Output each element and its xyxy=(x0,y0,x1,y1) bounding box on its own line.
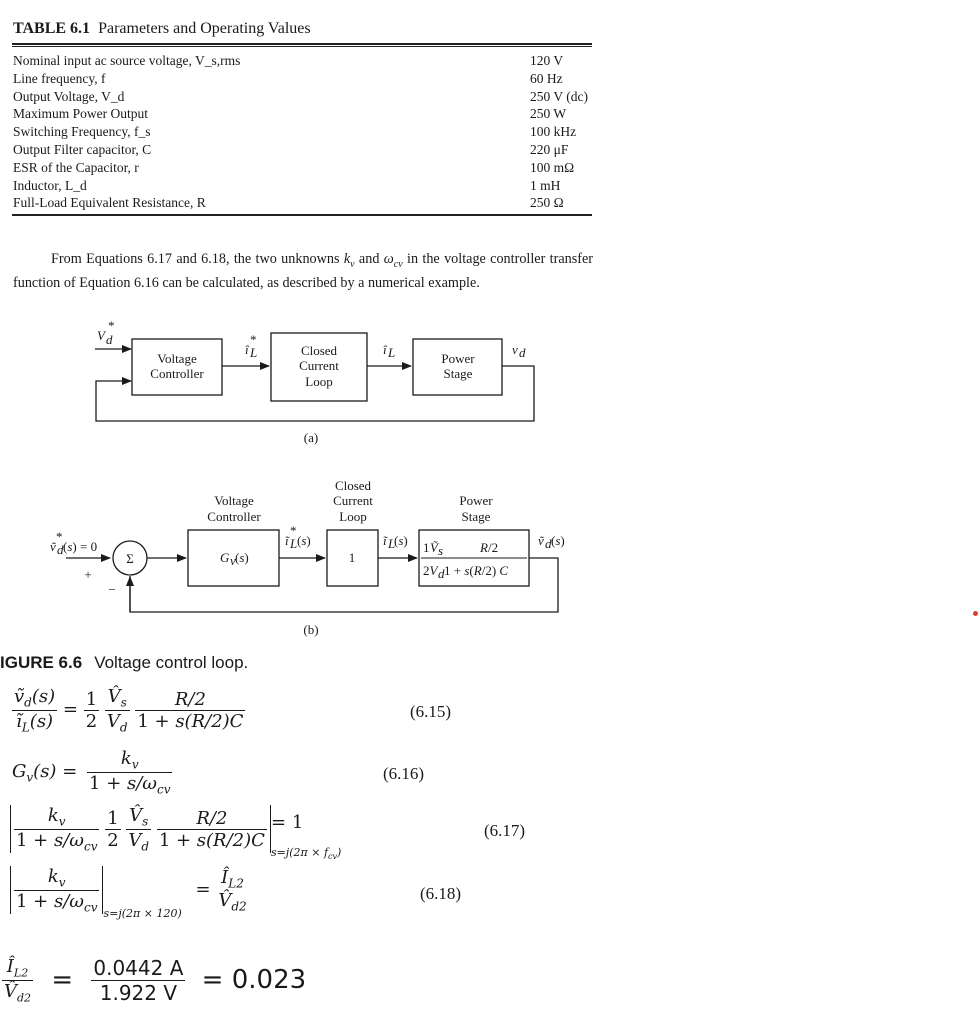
result-equation: $\frac{Î_{L2}}{V̂_{d2}}$ = $\frac{0.0442 A}{1.922 V}$ = 0.023 xyxy=(4,956,307,1005)
current-loop-label-a-3: Loop xyxy=(305,374,333,389)
figure-number: IGURE 6.6 xyxy=(0,653,83,672)
table-row-label: Nominal input ac source voltage, V_s,rms xyxy=(13,53,241,68)
equation-number-6-18: (6.18) xyxy=(420,884,462,903)
svg-text:d: d xyxy=(519,345,526,360)
svg-text:(s): (s) xyxy=(297,533,311,548)
table-row-value: 250 Ω xyxy=(530,195,564,211)
header-current-loop-3: Loop xyxy=(339,509,367,524)
header-power-stage-1: Power xyxy=(459,493,493,508)
table-row-label: Line frequency, f xyxy=(13,70,106,86)
power-stage-transfer xyxy=(421,540,527,581)
current-loop-label-a-1: Closed xyxy=(300,343,338,358)
sublabel-b: (b) xyxy=(303,622,319,637)
svg-text:(s): (s) xyxy=(551,533,565,548)
header-voltage-controller-2: Controller xyxy=(207,509,261,524)
signal-iL-star-s xyxy=(285,523,311,551)
table-row-value: 250 W xyxy=(530,106,567,122)
table-row-label: Full-Load Equivalent Resistance, R xyxy=(13,195,206,211)
header-current-loop-1: Closed xyxy=(334,478,372,493)
table-row-label: Output Voltage, V_d xyxy=(13,88,125,104)
svg-text:R: R xyxy=(480,540,488,555)
equation-6-18: $\frac{k_v}{1 + s/\omega_{cv}}$ $_{s=j(2\pi \times 120)}$ = $Î_{L2}$ $V̂_{d2}$ xyxy=(10,866,249,920)
input-label-vd-star-s xyxy=(50,529,97,557)
svg-text:L: L xyxy=(388,536,396,551)
current-loop-label-a-2: Current xyxy=(299,358,339,373)
svg-text:L: L xyxy=(250,345,258,360)
table-caption: Parameters and Operating Values xyxy=(98,20,311,37)
body-paragraph: From Equations 6.17 and 6.18, the two unknowns $k_v$ and $\omega_{cv}$ in the voltage controller transfer function of Equation 6.16 can be calculated, as described by a numerical example. xyxy=(13,251,593,292)
plus-sign: + xyxy=(84,567,92,582)
table-row-value: 1 mH xyxy=(530,177,561,193)
svg-text:*: * xyxy=(56,529,63,544)
svg-text:ĩ: ĩ xyxy=(285,533,289,548)
voltage-controller-label-a-2: Controller xyxy=(150,366,204,381)
table-number: TABLE 6.1 xyxy=(13,20,91,37)
svg-text:*: * xyxy=(108,318,115,333)
result-denominator: 1.922 V xyxy=(91,980,185,1005)
table-row-value: 250 V (dc) xyxy=(530,88,588,104)
signal-iL-s xyxy=(383,533,408,551)
table-row-label: Output Filter capacitor, C xyxy=(13,142,152,157)
voltage-controller-label-a-1: Voltage xyxy=(157,351,197,366)
header-voltage-controller-1: Voltage xyxy=(214,493,254,508)
signal-vd-s xyxy=(538,533,565,551)
power-stage-label-a-1: Power xyxy=(441,351,475,366)
table-row-label: ESR of the Capacitor, r xyxy=(13,159,139,175)
svg-text:Ṽ: Ṽ xyxy=(430,540,438,555)
svg-text:*: * xyxy=(250,332,257,347)
svg-text:(s) = 0: (s) = 0 xyxy=(63,539,98,554)
result-numerator: 0.0442 A xyxy=(93,956,184,980)
power-stage-label-a-2: Stage xyxy=(443,366,473,381)
equation-number-6-17: (6.17) xyxy=(484,821,526,840)
header-current-loop-2: Current xyxy=(333,493,373,508)
table-row-label: Switching Frequency, f_s xyxy=(13,124,151,140)
equation-number-6-15: (6.15) xyxy=(410,702,452,721)
table-row-value: 220 μF xyxy=(530,142,569,157)
svg-text:d: d xyxy=(545,536,552,551)
svg-text:(s): (s) xyxy=(394,533,408,548)
equation-6-17: $\frac{k_v}{1 + s/\omega_{cv}}$ $\frac{1}{2}$ $\frac{V̂_s}{V_d}$ $\frac{R/2}{1 + s(R/2)C}$ $_{s=j(2\pi \times f_{cv})}$ = 1 xyxy=(10,805,379,861)
equation-6-16: $G_v(s)$ = $\frac{k_v}{1 + s/\omega_{cv}}$ xyxy=(12,748,171,797)
svg-text:G: G xyxy=(220,550,230,565)
svg-text:L: L xyxy=(290,536,298,551)
svg-text:/2: /2 xyxy=(488,540,499,555)
table-row-value: 100 kHz xyxy=(530,124,577,140)
svg-text:d: d xyxy=(438,566,445,581)
svg-text:ṽ: ṽ xyxy=(538,533,544,548)
svg-text:d: d xyxy=(57,542,64,557)
svg-text:î: î xyxy=(245,342,249,357)
result-value: = 0.023 xyxy=(201,965,307,995)
equation-6-15: $\frac{ṽ_d(s)}{ĩ_L(s)}$ = $\frac{1}{2}$ $\frac{V̂_s}{V_d}$ $\frac{R/2}{1 + s(R/2)C}$ xyxy=(14,686,244,735)
svg-text:(s): (s) xyxy=(235,550,249,565)
table-row-value: 60 Hz xyxy=(530,70,563,86)
red-dot-mark xyxy=(973,611,978,616)
sublabel-a: (a) xyxy=(303,430,319,445)
equation-number-6-16: (6.16) xyxy=(383,764,425,783)
svg-text:ĩ: ĩ xyxy=(383,533,387,548)
svg-text:s: s xyxy=(438,543,444,558)
figure-caption xyxy=(0,653,248,673)
table-row-label: Inductor, L_d xyxy=(13,177,87,193)
svg-text:d: d xyxy=(106,332,113,347)
table-row-value: 120 V xyxy=(530,53,564,68)
svg-text:v: v xyxy=(512,342,518,357)
svg-text:î: î xyxy=(383,342,387,357)
current-loop-gain: 1 xyxy=(348,550,356,565)
svg-text:ṽ: ṽ xyxy=(50,539,56,554)
gv-label xyxy=(220,550,249,568)
svg-text:1: 1 xyxy=(423,540,430,555)
svg-text:V: V xyxy=(97,328,105,343)
svg-text:v: v xyxy=(230,553,236,568)
svg-text:L: L xyxy=(388,345,396,360)
minus-sign: − xyxy=(108,582,116,597)
svg-text:2V: 2V xyxy=(423,563,438,578)
svg-text:*: * xyxy=(290,523,297,538)
figure-caption-text: Voltage control loop. xyxy=(94,653,249,672)
header-power-stage-2: Stage xyxy=(461,509,491,524)
svg-text:1 + s(R/2) C: 1 + s(R/2) C xyxy=(444,563,509,578)
sum-symbol: Σ xyxy=(126,551,134,566)
table-row-value: 100 mΩ xyxy=(530,159,575,175)
table-row-label: Maximum Power Output xyxy=(13,106,148,122)
